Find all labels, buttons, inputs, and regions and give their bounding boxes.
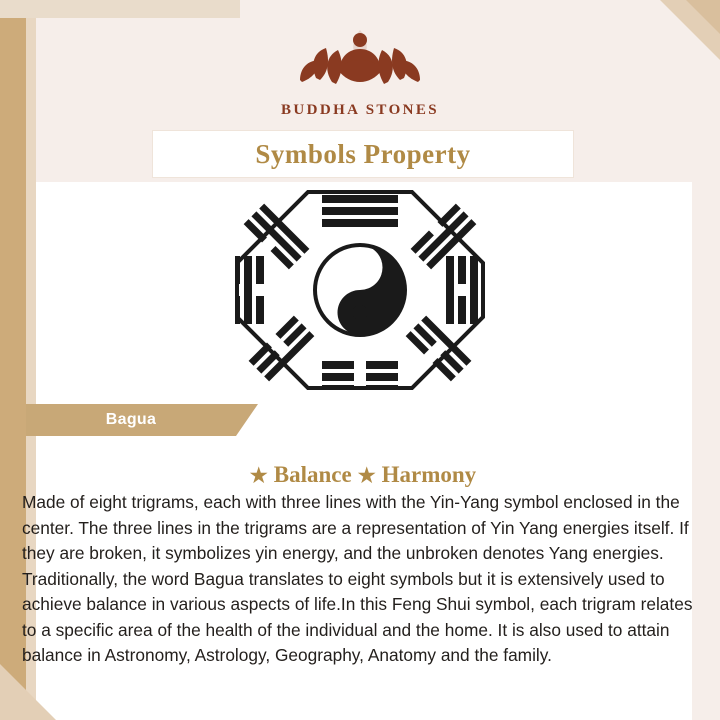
- bagua-illustration: [0, 190, 720, 390]
- symbol-label: Bagua: [105, 411, 157, 428]
- page-title: Symbols Property: [255, 138, 471, 169]
- star-icon: ★: [249, 465, 268, 487]
- bottom-left-corner-triangle: [0, 664, 56, 720]
- keyword-balance: Balance: [273, 462, 352, 487]
- bagua-yin-yang-icon: [235, 190, 485, 390]
- lotus-meditation-icon: [280, 18, 440, 98]
- star-icon: ★: [357, 465, 376, 487]
- top-left-corner-band: [0, 0, 240, 18]
- keyword-row: [0, 462, 720, 488]
- page-title-ribbon: [152, 130, 574, 178]
- brand-logo: [0, 18, 720, 119]
- symbol-label-tab-arrow: [236, 404, 258, 436]
- keyword-harmony: Harmony: [381, 462, 477, 487]
- description-paragraph: Made of eight trigrams, each with three lines with the Yin-Yang symbol enclosed in the center. The three lines in the trigrams are a representation of Yin Yang energies itself. If they are broken, it symbolizes yin energy, and the unbroken denotes Yang energies. Traditionally, the word Bagua translates to eight symbols but it is extensively used to achieve balance in various aspects of life.In this Feng Shui symbol, each trigram relates to a specific area of the health of the individual and the home. It is also used to attain balance in Astronomy, Astrology, Geography, Anatomy and the family.: [22, 492, 693, 665]
- brand-name: BUDDHA STONES: [280, 102, 440, 118]
